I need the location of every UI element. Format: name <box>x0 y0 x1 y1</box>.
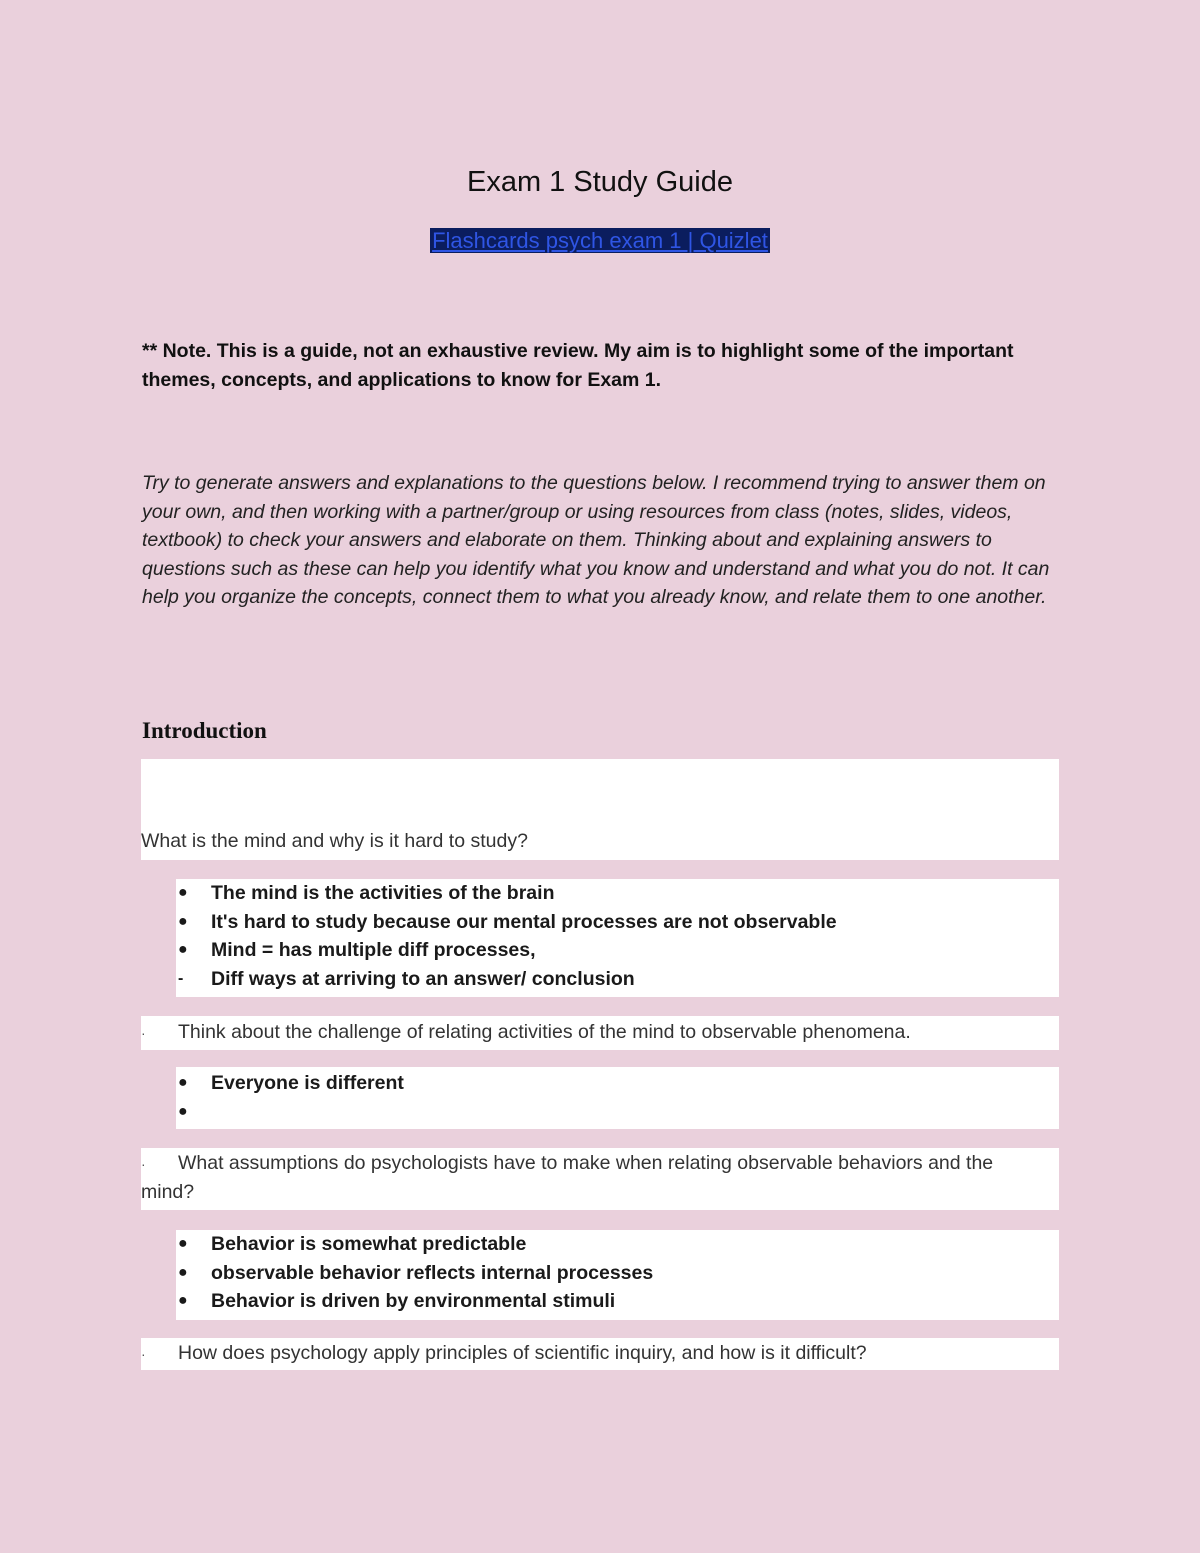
question-2-text: · Think about the challenge of relating activities of the mind to observable phenomena. <box>141 1018 911 1047</box>
quizlet-link[interactable]: Flashcards psych exam 1 | Quizlet <box>432 228 768 253</box>
bullet-icon: ● <box>178 1102 188 1120</box>
document-title: Exam 1 Study Guide <box>467 166 733 198</box>
question-box-4 <box>141 1338 1059 1370</box>
list-item: ● It's hard to study because our mental processes are not observable <box>176 908 1059 937</box>
question-box-3 <box>141 1148 1059 1210</box>
instructions-paragraph: Try to generate answers and explanations to the questions below. I recommend trying to answer them on your own, and then working with a partner/group or using resources from class (notes, slides, videos, textbook) to check your answers and elaborate on them. Thinking about and explaining answers to questions such as these can help you identify what you know and understand and what you do not. It can help you organize the concepts, connect them to what you already know, and relate them to one another. <box>142 472 1050 608</box>
answer-list-3 <box>176 1230 1059 1316</box>
dash-icon: - <box>178 969 184 987</box>
question-1-text: What is the mind and why is it hard to study? <box>141 830 528 852</box>
question-4-text: · How does psychology apply principles of scientific inquiry, and how is it difficult? <box>141 1339 867 1368</box>
link-container <box>0 228 1200 254</box>
bullet-icon: · <box>141 1025 146 1041</box>
bullet-icon: ● <box>178 1074 188 1091</box>
guide-note: ** Note. This is a guide, not an exhaustive review. My aim is to highlight some of the important themes, concepts, and applications to know for Exam 1. <box>142 340 1014 391</box>
bullet-icon: · <box>141 1346 146 1362</box>
list-item: ● Mind = has multiple diff processes, <box>176 936 1059 965</box>
list-item: ● observable behavior reflects internal processes <box>176 1259 1059 1288</box>
bullet-icon: ● <box>178 941 188 958</box>
list-item: ● Behavior is somewhat predictable <box>176 1230 1059 1259</box>
section-heading-introduction: Introduction <box>142 718 267 743</box>
bullet-icon: ● <box>178 1235 188 1252</box>
answer-box-3 <box>176 1230 1059 1320</box>
question-box-2 <box>141 1016 1059 1050</box>
list-item: ● Everyone is different <box>176 1069 1059 1098</box>
bullet-icon: ● <box>178 1263 188 1281</box>
list-item <box>176 1098 1059 1127</box>
answer-box-1 <box>176 879 1059 997</box>
bullet-icon: ● <box>178 912 188 930</box>
answer-list-1 <box>176 879 1059 993</box>
answer-box-2 <box>176 1067 1059 1129</box>
list-item: ● Behavior is driven by environmental stimuli <box>176 1287 1059 1316</box>
bullet-icon: ● <box>178 1292 188 1309</box>
bullet-icon: · <box>141 1156 146 1172</box>
bullet-icon: ● <box>178 884 188 901</box>
question-3-text: · What assumptions do psychologists have to make when relating observable behaviors and the mind? <box>141 1152 994 1203</box>
list-item: ● The mind is the activities of the brain <box>176 879 1059 908</box>
list-item: - Diff ways at arriving to an answer/ conclusion <box>176 965 1059 994</box>
answer-list-2 <box>176 1069 1059 1126</box>
question-box-1 <box>141 759 1059 860</box>
